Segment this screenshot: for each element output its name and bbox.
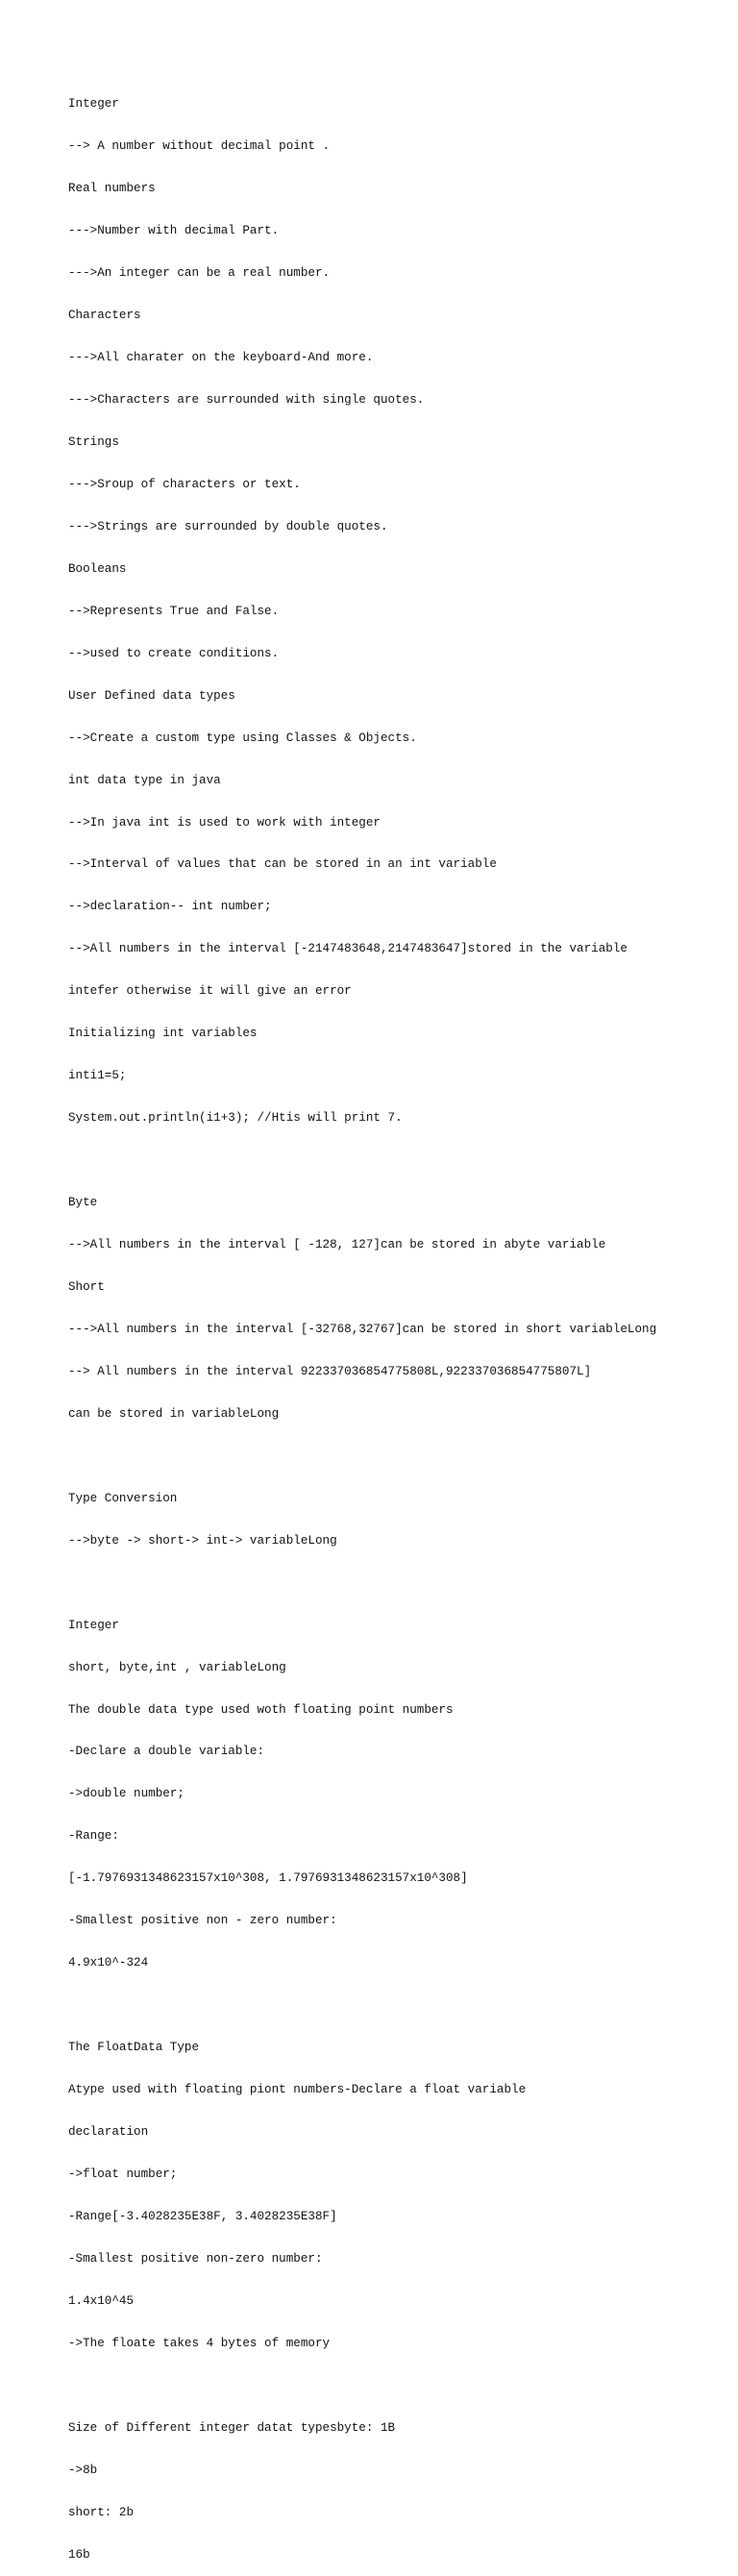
text-line: Byte <box>68 1196 98 1210</box>
text-line: Initializing int variables <box>68 1027 258 1041</box>
text-line: Short <box>68 1280 105 1294</box>
text-line: inti1=5; <box>68 1069 127 1083</box>
text-line: -->Interval of values that can be stored in an int variable <box>68 857 497 872</box>
text-line: [-1.7976931348623157x10^308, 1.7976931348623157x10^308] <box>68 1871 468 1886</box>
text-line: short: 2b <box>68 2505 135 2519</box>
text-line: Type Conversion <box>68 1491 178 1505</box>
text-line: int data type in java <box>68 773 221 787</box>
text-line: -->Create a custom type using Classes & Objects. <box>68 731 417 745</box>
text-line: --->Number with decimal Part. <box>68 224 280 238</box>
text-line: --->Sroup of characters or text. <box>68 477 301 491</box>
text-line: -Range[-3.4028235E38F, 3.4028235E38F] <box>68 2209 337 2223</box>
text-line: --->Characters are surrounded with single quotes. <box>68 392 425 407</box>
text-line: ->float number; <box>68 2167 178 2182</box>
text-line: System.out.println(i1+3); //Htis will print 7. <box>68 1111 403 1126</box>
text-line: ->double number; <box>68 1787 184 1801</box>
text-line: -->All numbers in the interval [ -128, 127]can be stored in abyte variable <box>68 1238 606 1252</box>
text-line: -Smallest positive non-zero number: <box>68 2251 323 2266</box>
text-line: ->8b <box>68 2463 98 2477</box>
document-text-body <box>68 69 731 2576</box>
text-line: --> A number without decimal point . <box>68 139 331 154</box>
text-line: ->The floate takes 4 bytes of memory <box>68 2336 331 2350</box>
text-line: User Defined data types <box>68 688 235 703</box>
text-line: Size of Different integer datat typesbyte: 1B <box>68 2420 396 2435</box>
text-line: -->declaration-- int number; <box>68 900 272 914</box>
text-line: Integer <box>68 1618 119 1632</box>
blank-line <box>68 1998 731 2013</box>
text-line: Integer <box>68 97 119 111</box>
text-line: Booleans <box>68 561 127 576</box>
text-line: intefer otherwise it will give an error <box>68 984 352 999</box>
text-line: Strings <box>68 434 119 449</box>
text-line: Real numbers <box>68 182 156 196</box>
text-line: --> All numbers in the interval 922337036854775808L,922337036854775807L] <box>68 1364 592 1378</box>
text-line: 1.4x10^45 <box>68 2293 135 2308</box>
text-line: --->All charater on the keyboard-And more. <box>68 351 374 365</box>
text-line: Characters <box>68 309 141 323</box>
text-line: -->used to create conditions. <box>68 646 280 660</box>
text-line: can be stored in variableLong <box>68 1406 280 1421</box>
text-line: -Smallest positive non - zero number: <box>68 1914 337 1928</box>
blank-line <box>68 2379 731 2393</box>
text-line: 4.9x10^-324 <box>68 1956 149 1970</box>
blank-line <box>68 1449 731 1464</box>
text-line: -Range: <box>68 1829 119 1844</box>
text-line: 16b <box>68 2547 90 2562</box>
text-line: --->Strings are surrounded by double quotes. <box>68 519 388 533</box>
text-line: Atype used with floating piont numbers-Declare a float variable <box>68 2083 527 2097</box>
text-line: The FloatData Type <box>68 2041 200 2055</box>
text-line: -->In java int is used to work with integer <box>68 815 381 830</box>
text-line: declaration <box>68 2125 149 2140</box>
blank-line <box>68 1153 731 1168</box>
text-line: The double data type used woth floating point numbers <box>68 1702 454 1717</box>
text-line: short, byte,int , variableLong <box>68 1660 286 1674</box>
text-line: -->All numbers in the interval [-2147483648,2147483647]stored in the variable <box>68 942 627 956</box>
text-line: -->Represents True and False. <box>68 604 280 618</box>
text-line: -Declare a double variable: <box>68 1745 265 1759</box>
blank-line <box>68 1576 731 1591</box>
text-line: --->An integer can be a real number. <box>68 266 331 281</box>
text-line: -->byte -> short-> int-> variableLong <box>68 1533 337 1548</box>
text-line: --->All numbers in the interval [-32768,32767]can be stored in short variableLong <box>68 1322 657 1336</box>
